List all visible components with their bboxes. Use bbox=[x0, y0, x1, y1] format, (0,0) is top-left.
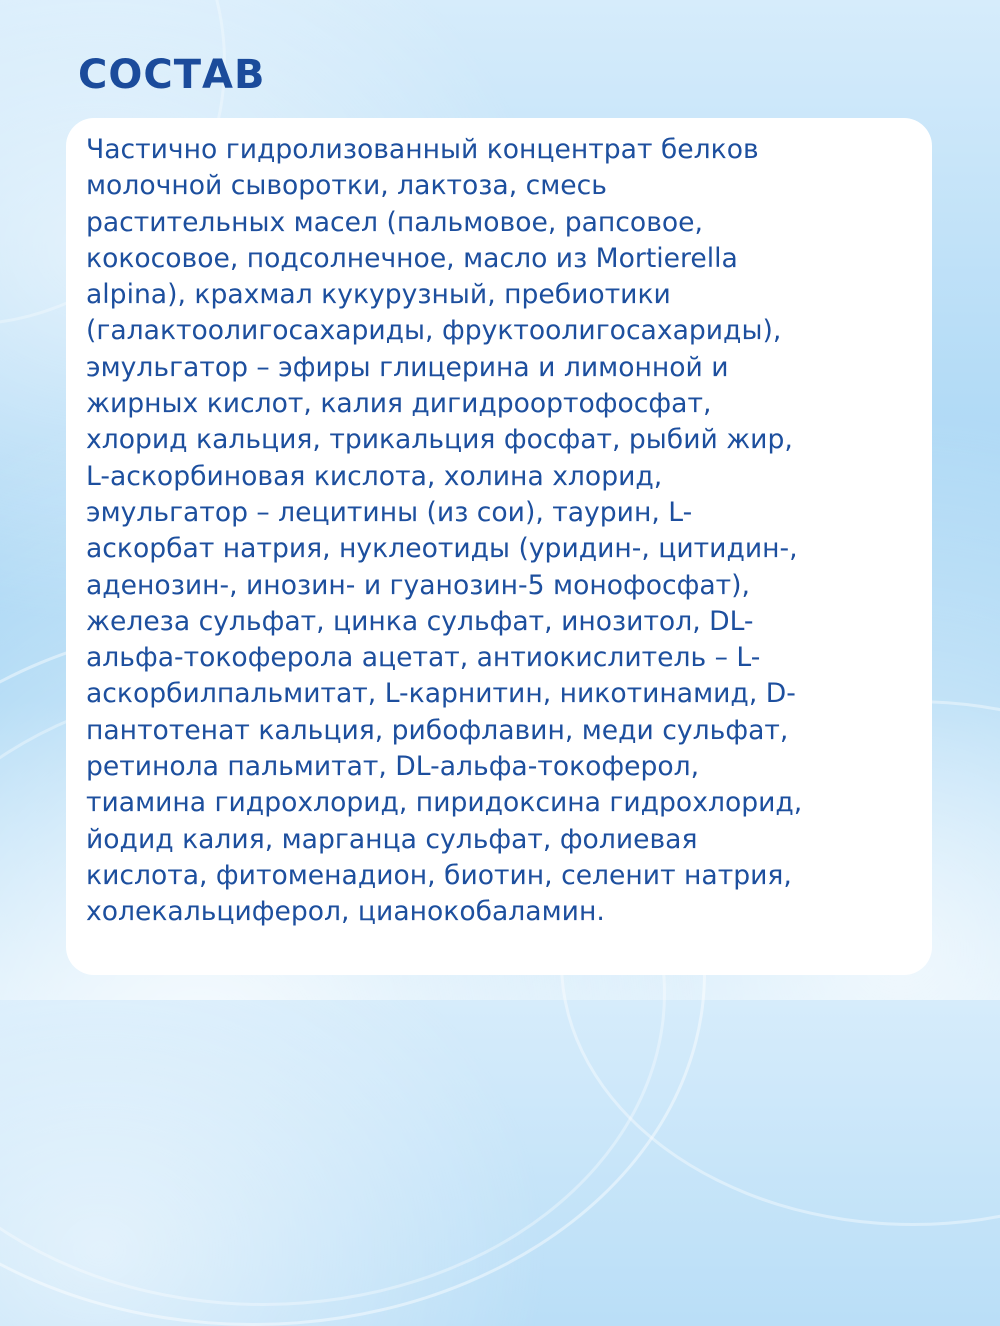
composition-line: эмульгатор – лецитины (из сои), таурин, L- bbox=[86, 496, 693, 528]
composition-line: холекальциферол, цианокобаламин. bbox=[86, 896, 605, 928]
composition-line: жирных кислот, калия дигидроортофосфат, bbox=[86, 388, 712, 420]
composition-line: L-аскорбиновая кислота, холина хлорид, bbox=[86, 460, 663, 492]
composition-line: аденозин-, инозин- и гуанозин-5 монофосфат), bbox=[86, 569, 750, 601]
composition-line: альфа-токоферола ацетат, антиокислитель – L- bbox=[86, 642, 761, 674]
composition-line: йодид калия, марганца сульфат, фолиевая bbox=[86, 823, 698, 855]
composition-line: ретинола пальмитат, DL-альфа-токоферол, bbox=[86, 751, 700, 783]
composition-line: кокосовое, подсолнечное, масло из Mortierella bbox=[86, 242, 738, 274]
composition-line: аскорбилпальмитат, L-карнитин, никотинамид, D- bbox=[86, 678, 796, 710]
composition-card bbox=[66, 118, 932, 975]
composition-line: растительных масел (пальмовое, рапсовое, bbox=[86, 206, 703, 238]
composition-line: пантотенат кальция, рибофлавин, меди сульфат, bbox=[86, 714, 789, 746]
composition-line: Частично гидролизованный концентрат белков bbox=[86, 134, 759, 165]
page-title: СОСТАВ bbox=[78, 52, 266, 98]
composition-text bbox=[86, 132, 922, 931]
composition-line: alpina), крахмал кукурузный, пребиотики bbox=[86, 279, 671, 311]
composition-line: молочной сыворотки, лактоза, смесь bbox=[86, 170, 607, 202]
composition-line: аскорбат натрия, нуклеотиды (уридин-, цитидин-, bbox=[86, 533, 798, 565]
composition-line: железа сульфат, цинка сульфат, инозитол, DL- bbox=[86, 605, 754, 637]
composition-line: тиамина гидрохлорид, пиридоксина гидрохлорид, bbox=[86, 787, 803, 819]
composition-line: кислота, фитоменадион, биотин, селенит натрия, bbox=[86, 859, 792, 891]
composition-line: эмульгатор – эфиры глицерина и лимонной и bbox=[86, 351, 729, 383]
composition-line: (галактоолигосахариды, фруктоолигосахариды), bbox=[86, 315, 782, 347]
composition-line: хлорид кальция, трикальция фосфат, рыбий жир, bbox=[86, 424, 793, 456]
